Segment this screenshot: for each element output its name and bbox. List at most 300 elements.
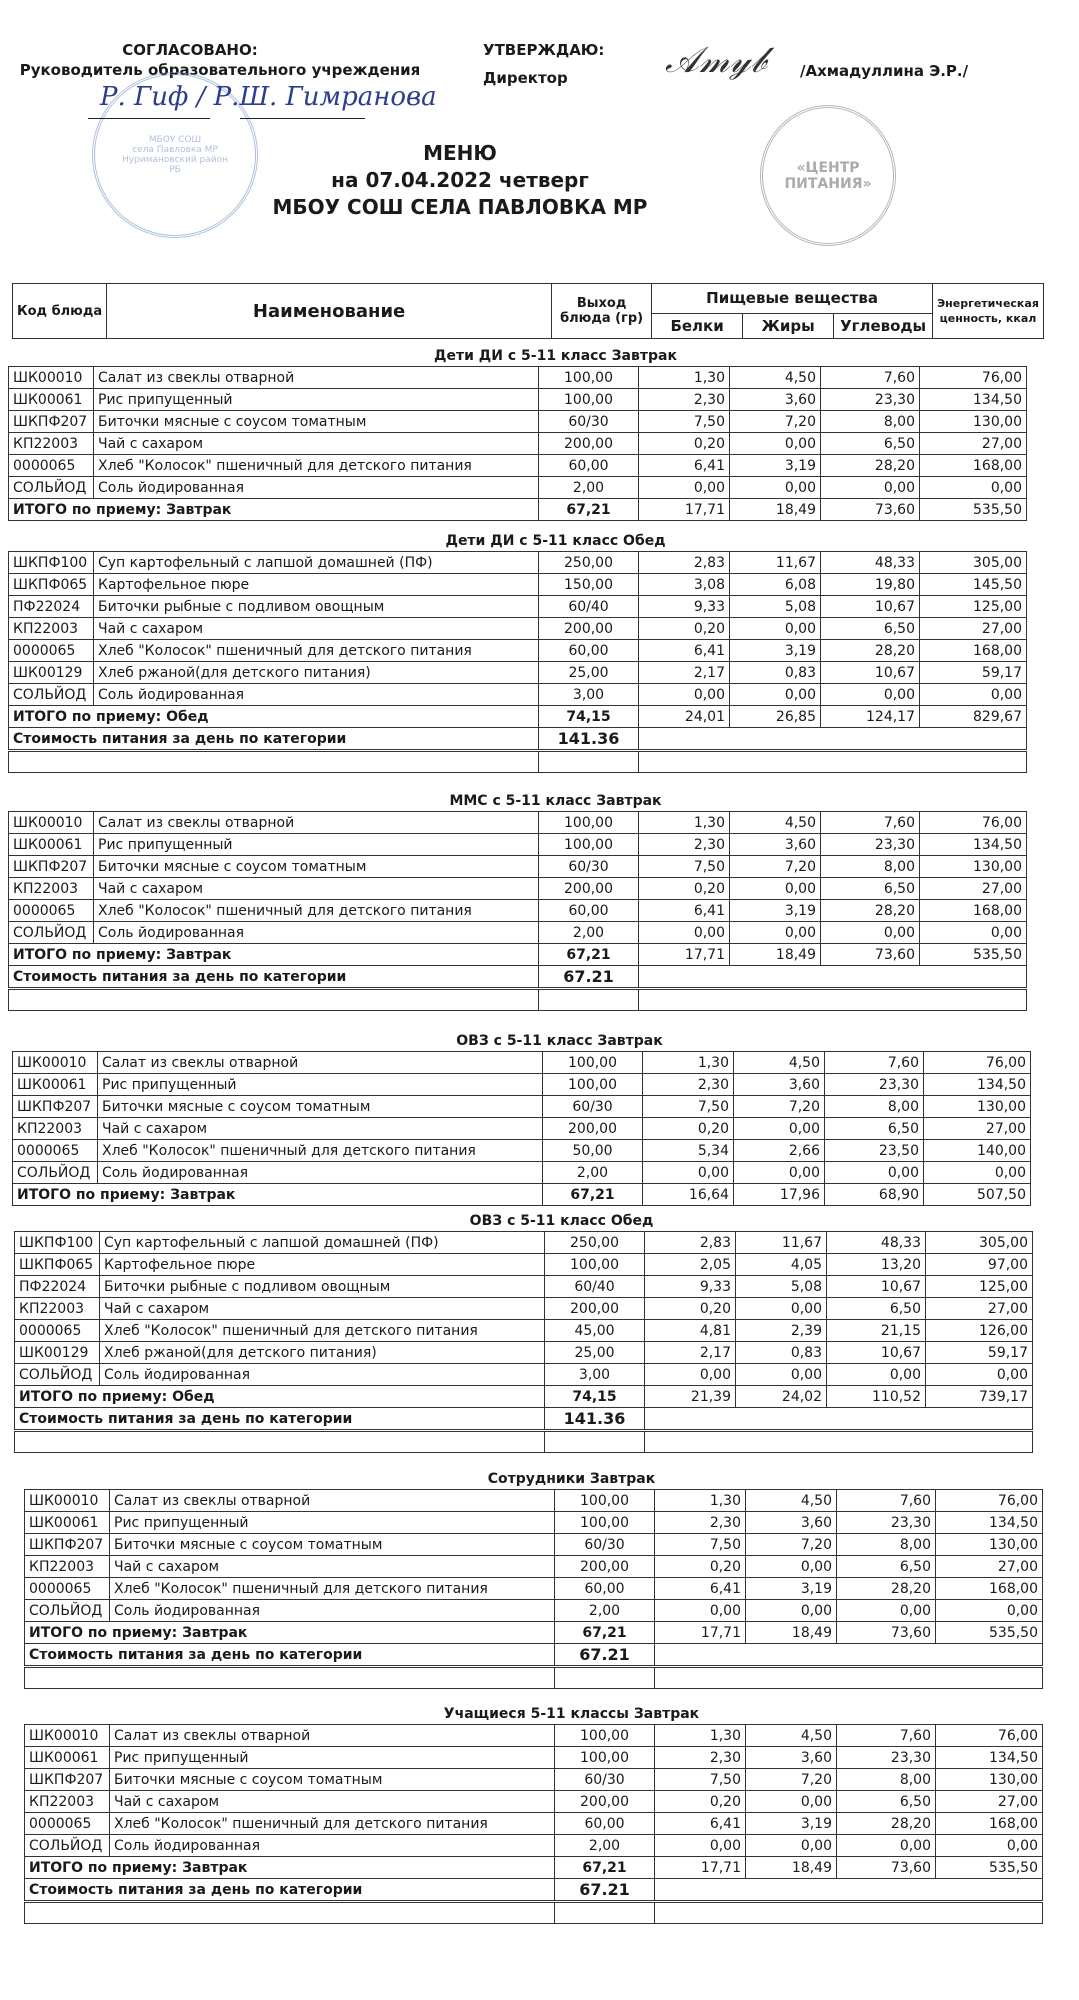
dish-carbs: 7,60	[821, 367, 920, 389]
dish-yield: 60/30	[543, 1096, 643, 1118]
table-row	[25, 1512, 1043, 1534]
stamp-text: Нуримановский район	[121, 155, 229, 165]
dish-protein: 0,00	[655, 1600, 746, 1622]
table-row	[15, 1364, 1033, 1386]
dish-name: Чай с сахаром	[100, 1298, 545, 1320]
table-row	[15, 1298, 1033, 1320]
table-row	[9, 411, 1027, 433]
dish-yield: 150,00	[539, 574, 639, 596]
table-row	[25, 1600, 1043, 1622]
dish-yield: 200,00	[555, 1791, 655, 1813]
dish-fat: 3,60	[746, 1512, 837, 1534]
approve-block	[483, 40, 604, 88]
dish-carbs: 8,00	[825, 1096, 924, 1118]
total-label: ИТОГО по приему: Завтрак	[9, 499, 539, 521]
table-row	[9, 812, 1027, 834]
dish-yield: 3,00	[545, 1364, 645, 1386]
dish-code: ШК00061	[25, 1512, 110, 1534]
total-carbs: 68,90	[825, 1184, 924, 1206]
dish-protein: 4,81	[645, 1320, 736, 1342]
cost-empty	[655, 1644, 1043, 1667]
dish-code: ШКПФ207	[9, 411, 94, 433]
dish-kcal: 145,50	[920, 574, 1027, 596]
dish-carbs: 28,20	[821, 900, 920, 922]
dish-carbs: 10,67	[827, 1276, 926, 1298]
cost-empty	[639, 966, 1027, 989]
total-row	[25, 1622, 1043, 1644]
dish-fat: 0,00	[746, 1835, 837, 1857]
dish-fat: 0,83	[736, 1342, 827, 1364]
blank-cell	[545, 1431, 645, 1453]
dish-fat: 3,19	[730, 640, 821, 662]
total-kcal: 739,17	[926, 1386, 1033, 1408]
dish-code: КП22003	[9, 878, 94, 900]
dish-protein: 7,50	[655, 1769, 746, 1791]
dish-name: Чай с сахаром	[98, 1118, 543, 1140]
dish-name: Суп картофельный с лапшой домашней (ПФ)	[94, 552, 539, 574]
dish-code: КП22003	[9, 433, 94, 455]
dish-yield: 60,00	[539, 640, 639, 662]
dish-carbs: 6,50	[821, 878, 920, 900]
table-row	[9, 662, 1027, 684]
dish-protein: 2,83	[645, 1232, 736, 1254]
dish-name: Чай с сахаром	[110, 1791, 555, 1813]
cost-value: 141.36	[539, 728, 639, 751]
dish-name: Хлеб "Колосок" пшеничный для детского питания	[100, 1320, 545, 1342]
dish-code: ШКПФ207	[25, 1769, 110, 1791]
dish-yield: 100,00	[555, 1747, 655, 1769]
total-row	[9, 499, 1027, 521]
col-energy: Энергетическая ценность, ккал	[933, 284, 1044, 339]
blank-cell	[655, 1667, 1043, 1689]
dish-carbs: 48,33	[821, 552, 920, 574]
blank-cell	[9, 751, 539, 773]
dish-code: 0000065	[9, 455, 94, 477]
dish-carbs: 6,50	[837, 1556, 936, 1578]
dish-fat: 11,67	[730, 552, 821, 574]
signature-underline	[88, 118, 210, 119]
dish-code: КП22003	[15, 1298, 100, 1320]
dish-protein: 3,08	[639, 574, 730, 596]
dish-yield: 100,00	[543, 1074, 643, 1096]
dish-yield: 100,00	[555, 1512, 655, 1534]
total-yield: 74,15	[545, 1386, 645, 1408]
total-row	[13, 1184, 1031, 1206]
dish-fat: 4,50	[730, 812, 821, 834]
dish-fat: 5,08	[736, 1276, 827, 1298]
dish-yield: 60/30	[539, 411, 639, 433]
dish-kcal: 130,00	[920, 411, 1027, 433]
dish-kcal: 125,00	[926, 1276, 1033, 1298]
dish-code: ПФ22024	[9, 596, 94, 618]
blank-cell	[9, 989, 539, 1011]
total-yield: 74,15	[539, 706, 639, 728]
total-fat: 18,49	[746, 1622, 837, 1644]
dish-name: Биточки мясные с соусом томатным	[98, 1096, 543, 1118]
dish-code: 0000065	[15, 1320, 100, 1342]
approve-label: УТВЕРЖДАЮ:	[483, 41, 605, 59]
total-protein: 17,71	[655, 1622, 746, 1644]
dish-kcal: 0,00	[920, 477, 1027, 499]
dish-kcal: 27,00	[926, 1298, 1033, 1320]
dish-name: Рис припущенный	[110, 1747, 555, 1769]
dish-name: Биточки мясные с соусом томатным	[94, 411, 539, 433]
dish-carbs: 28,20	[837, 1578, 936, 1600]
dish-name: Хлеб ржаной(для детского питания)	[100, 1342, 545, 1364]
dish-protein: 2,30	[639, 389, 730, 411]
table-row	[15, 1276, 1033, 1298]
dish-protein: 5,34	[643, 1140, 734, 1162]
col-nutrients: Пищевые вещества	[652, 284, 933, 314]
dish-yield: 60/30	[555, 1534, 655, 1556]
dish-protein: 7,50	[639, 856, 730, 878]
dish-fat: 7,20	[746, 1769, 837, 1791]
signature-underline	[240, 118, 365, 119]
total-fat: 26,85	[730, 706, 821, 728]
stamp-text: ПИТАНИЯ»	[784, 175, 872, 192]
table-row	[9, 900, 1027, 922]
dish-carbs: 7,60	[837, 1725, 936, 1747]
col-yield: Выход блюда (гр)	[552, 284, 652, 339]
dish-code: ШК00010	[25, 1725, 110, 1747]
blank-row	[25, 1667, 1043, 1689]
dish-carbs: 7,60	[825, 1052, 924, 1074]
dish-kcal: 27,00	[920, 433, 1027, 455]
table-row	[9, 455, 1027, 477]
dish-carbs: 23,30	[825, 1074, 924, 1096]
dish-yield: 200,00	[539, 433, 639, 455]
approver-name: /Ахмадуллина Э.Р./	[800, 62, 969, 80]
dish-code: ШКПФ065	[9, 574, 94, 596]
dish-kcal: 27,00	[936, 1556, 1043, 1578]
total-protein: 17,71	[639, 499, 730, 521]
dish-carbs: 0,00	[821, 922, 920, 944]
dish-fat: 0,00	[730, 618, 821, 640]
cost-empty	[655, 1879, 1043, 1902]
dish-code: 0000065	[13, 1140, 98, 1162]
total-carbs: 73,60	[821, 499, 920, 521]
table-row	[9, 878, 1027, 900]
dish-carbs: 23,30	[821, 389, 920, 411]
table-row	[25, 1769, 1043, 1791]
dish-code: ШКПФ207	[9, 856, 94, 878]
dish-name: Салат из свеклы отварной	[94, 812, 539, 834]
table-row	[15, 1320, 1033, 1342]
dish-yield: 250,00	[545, 1232, 645, 1254]
dish-code: СОЛЬЙОД	[25, 1600, 110, 1622]
dish-carbs: 7,60	[837, 1490, 936, 1512]
blank-cell	[639, 751, 1027, 773]
dish-protein: 0,00	[645, 1364, 736, 1386]
dish-protein: 2,05	[645, 1254, 736, 1276]
cost-label: Стоимость питания за день по категории	[15, 1408, 545, 1431]
dish-yield: 2,00	[555, 1600, 655, 1622]
table-row	[13, 1162, 1031, 1184]
table-row	[25, 1813, 1043, 1835]
blank-cell	[555, 1667, 655, 1689]
dish-name: Хлеб "Колосок" пшеничный для детского питания	[98, 1140, 543, 1162]
dish-name: Рис припущенный	[110, 1512, 555, 1534]
agreed-block	[0, 40, 440, 80]
cost-value: 141.36	[545, 1408, 645, 1431]
blank-row	[15, 1431, 1033, 1453]
dish-carbs: 8,00	[837, 1534, 936, 1556]
menu-section-table	[24, 1703, 1043, 1924]
column-header	[12, 283, 1044, 339]
dish-code: ШК00010	[9, 812, 94, 834]
total-label: ИТОГО по приему: Завтрак	[13, 1184, 543, 1206]
dish-code: КП22003	[25, 1556, 110, 1578]
dish-fat: 0,00	[730, 684, 821, 706]
table-row	[9, 389, 1027, 411]
blank-cell	[539, 751, 639, 773]
section-title: ОВЗ с 5-11 класс Обед	[469, 1212, 654, 1229]
total-fat: 18,49	[730, 499, 821, 521]
dish-kcal: 168,00	[920, 640, 1027, 662]
menu-section-table	[8, 790, 1027, 1011]
dish-code: СОЛЬЙОД	[9, 684, 94, 706]
dish-carbs: 8,00	[837, 1769, 936, 1791]
dish-yield: 2,00	[539, 477, 639, 499]
dish-protein: 1,30	[643, 1052, 734, 1074]
dish-yield: 200,00	[539, 878, 639, 900]
total-kcal: 535,50	[936, 1622, 1043, 1644]
agreed-role: Руководитель образовательного учреждения	[19, 61, 421, 79]
dish-name: Чай с сахаром	[94, 618, 539, 640]
dish-name: Хлеб "Колосок" пшеничный для детского питания	[110, 1813, 555, 1835]
dish-carbs: 10,67	[827, 1342, 926, 1364]
dish-carbs: 13,20	[827, 1254, 926, 1276]
dish-protein: 0,20	[645, 1298, 736, 1320]
dish-protein: 2,30	[655, 1512, 746, 1534]
table-row	[9, 596, 1027, 618]
dish-yield: 2,00	[555, 1835, 655, 1857]
dish-fat: 0,83	[730, 662, 821, 684]
dish-name: Чай с сахаром	[94, 878, 539, 900]
dish-fat: 3,19	[730, 900, 821, 922]
dish-code: СОЛЬЙОД	[25, 1835, 110, 1857]
dish-carbs: 0,00	[837, 1835, 936, 1857]
dish-protein: 0,20	[643, 1118, 734, 1140]
dish-code: ШК00010	[25, 1490, 110, 1512]
dish-yield: 250,00	[539, 552, 639, 574]
dish-name: Рис припущенный	[94, 834, 539, 856]
menu-section-table	[14, 1210, 1033, 1453]
cost-row	[9, 966, 1027, 989]
dish-code: ШКПФ207	[13, 1096, 98, 1118]
dish-kcal: 76,00	[936, 1490, 1043, 1512]
dish-kcal: 76,00	[920, 367, 1027, 389]
dish-protein: 1,30	[655, 1725, 746, 1747]
cost-label: Стоимость питания за день по категории	[9, 728, 539, 751]
dish-kcal: 97,00	[926, 1254, 1033, 1276]
cost-row	[25, 1879, 1043, 1902]
cost-label: Стоимость питания за день по категории	[25, 1644, 555, 1667]
total-protein: 21,39	[645, 1386, 736, 1408]
dish-protein: 6,41	[655, 1578, 746, 1600]
dish-protein: 0,20	[639, 433, 730, 455]
table-row	[9, 922, 1027, 944]
dish-protein: 0,00	[639, 477, 730, 499]
dish-code: 0000065	[9, 900, 94, 922]
dish-name: Хлеб "Колосок" пшеничный для детского питания	[94, 455, 539, 477]
dish-yield: 50,00	[543, 1140, 643, 1162]
total-fat: 24,02	[736, 1386, 827, 1408]
dish-name: Соль йодированная	[100, 1364, 545, 1386]
dish-name: Картофельное пюре	[100, 1254, 545, 1276]
dish-yield: 25,00	[545, 1342, 645, 1364]
stamp-text: РБ	[169, 165, 181, 175]
dish-kcal: 27,00	[920, 618, 1027, 640]
dish-protein: 0,00	[639, 922, 730, 944]
dish-carbs: 6,50	[821, 618, 920, 640]
col-protein: Белки	[652, 314, 743, 339]
blank-cell	[25, 1667, 555, 1689]
stamp-text: села Павловка МР	[132, 145, 218, 155]
dish-name: Салат из свеклы отварной	[110, 1725, 555, 1747]
dish-code: ШК00061	[9, 389, 94, 411]
dish-kcal: 130,00	[920, 856, 1027, 878]
dish-yield: 60,00	[555, 1813, 655, 1835]
dish-code: ШКПФ100	[9, 552, 94, 574]
dish-yield: 100,00	[539, 812, 639, 834]
dish-protein: 7,50	[643, 1096, 734, 1118]
dish-fat: 0,00	[746, 1791, 837, 1813]
table-row	[15, 1342, 1033, 1364]
dish-protein: 6,41	[639, 640, 730, 662]
total-kcal: 535,50	[920, 499, 1027, 521]
cost-row	[15, 1408, 1033, 1431]
dish-protein: 7,50	[655, 1534, 746, 1556]
dish-fat: 7,20	[746, 1534, 837, 1556]
dish-yield: 60/30	[555, 1769, 655, 1791]
dish-kcal: 168,00	[920, 900, 1027, 922]
col-fat: Жиры	[743, 314, 834, 339]
dish-code: ШК00061	[9, 834, 94, 856]
dish-name: Суп картофельный с лапшой домашней (ПФ)	[100, 1232, 545, 1254]
blank-cell	[539, 989, 639, 1011]
dish-protein: 9,33	[645, 1276, 736, 1298]
dish-kcal: 0,00	[920, 684, 1027, 706]
total-label: ИТОГО по приему: Завтрак	[25, 1622, 555, 1644]
dish-kcal: 0,00	[926, 1364, 1033, 1386]
dish-fat: 2,66	[734, 1140, 825, 1162]
table-row	[25, 1725, 1043, 1747]
dish-kcal: 27,00	[924, 1118, 1031, 1140]
table-row	[25, 1578, 1043, 1600]
dish-code: КП22003	[9, 618, 94, 640]
dish-kcal: 140,00	[924, 1140, 1031, 1162]
table-row	[13, 1118, 1031, 1140]
dish-fat: 4,50	[730, 367, 821, 389]
blank-cell	[25, 1902, 555, 1924]
dish-carbs: 0,00	[837, 1600, 936, 1622]
dish-protein: 6,41	[655, 1813, 746, 1835]
table-row	[25, 1747, 1043, 1769]
total-yield: 67,21	[539, 944, 639, 966]
table-row	[25, 1534, 1043, 1556]
dish-kcal: 27,00	[920, 878, 1027, 900]
menu-section-table	[8, 530, 1027, 773]
total-label: ИТОГО по приему: Завтрак	[9, 944, 539, 966]
dish-protein: 2,17	[645, 1342, 736, 1364]
dish-fat: 0,00	[746, 1556, 837, 1578]
dish-carbs: 23,30	[837, 1747, 936, 1769]
dish-yield: 60/40	[545, 1276, 645, 1298]
dish-fat: 4,50	[746, 1725, 837, 1747]
dish-protein: 0,00	[639, 684, 730, 706]
dish-kcal: 130,00	[936, 1769, 1043, 1791]
table-row	[13, 1140, 1031, 1162]
dish-fat: 0,00	[734, 1118, 825, 1140]
total-yield: 67,21	[543, 1184, 643, 1206]
table-row	[13, 1096, 1031, 1118]
dish-fat: 4,05	[736, 1254, 827, 1276]
dish-name: Хлеб ржаной(для детского питания)	[94, 662, 539, 684]
dish-code: ШК00061	[25, 1747, 110, 1769]
dish-kcal: 0,00	[936, 1600, 1043, 1622]
dish-carbs: 48,33	[827, 1232, 926, 1254]
dish-name: Биточки рыбные с подливом овощным	[94, 596, 539, 618]
dish-kcal: 76,00	[920, 812, 1027, 834]
dish-yield: 100,00	[543, 1052, 643, 1074]
section-title: Дети ДИ с 5-11 класс Завтрак	[434, 347, 677, 364]
dish-name: Биточки мясные с соусом томатным	[110, 1534, 555, 1556]
dish-carbs: 10,67	[821, 662, 920, 684]
dish-carbs: 7,60	[821, 812, 920, 834]
section-title: Учащиеся 5-11 классы Завтрак	[443, 1705, 700, 1722]
cost-value: 67.21	[555, 1879, 655, 1902]
dish-name: Хлеб "Колосок" пшеничный для детского питания	[110, 1578, 555, 1600]
cost-row	[25, 1644, 1043, 1667]
dish-name: Хлеб "Колосок" пшеничный для детского питания	[94, 900, 539, 922]
dish-carbs: 8,00	[821, 411, 920, 433]
dish-kcal: 168,00	[920, 455, 1027, 477]
dish-protein: 7,50	[639, 411, 730, 433]
total-protein: 17,71	[655, 1857, 746, 1879]
stamp-text: МБОУ СОШ	[148, 135, 202, 145]
table-row	[9, 367, 1027, 389]
dish-name: Хлеб "Колосок" пшеничный для детского питания	[94, 640, 539, 662]
dish-fat: 4,50	[746, 1490, 837, 1512]
cost-row	[9, 728, 1027, 751]
dish-code: ШК00010	[9, 367, 94, 389]
cost-label: Стоимость питания за день по категории	[25, 1879, 555, 1902]
dish-protein: 0,20	[639, 618, 730, 640]
dish-fat: 6,08	[730, 574, 821, 596]
table-row	[9, 433, 1027, 455]
total-row	[9, 944, 1027, 966]
total-fat: 18,49	[746, 1857, 837, 1879]
dish-code: СОЛЬЙОД	[15, 1364, 100, 1386]
dish-protein: 9,33	[639, 596, 730, 618]
dish-name: Соль йодированная	[110, 1600, 555, 1622]
dish-name: Картофельное пюре	[94, 574, 539, 596]
dish-name: Салат из свеклы отварной	[110, 1490, 555, 1512]
dish-yield: 100,00	[539, 367, 639, 389]
agreed-label: СОГЛАСОВАНО:	[122, 41, 258, 59]
total-row	[15, 1386, 1033, 1408]
dish-name: Соль йодированная	[110, 1835, 555, 1857]
dish-name: Чай с сахаром	[94, 433, 539, 455]
dish-code: ШКПФ207	[25, 1534, 110, 1556]
catering-stamp	[760, 105, 896, 246]
dish-fat: 0,00	[730, 878, 821, 900]
dish-protein: 1,30	[655, 1490, 746, 1512]
table-row	[25, 1490, 1043, 1512]
dish-carbs: 0,00	[821, 477, 920, 499]
section-title: Сотрудники Завтрак	[487, 1470, 656, 1487]
